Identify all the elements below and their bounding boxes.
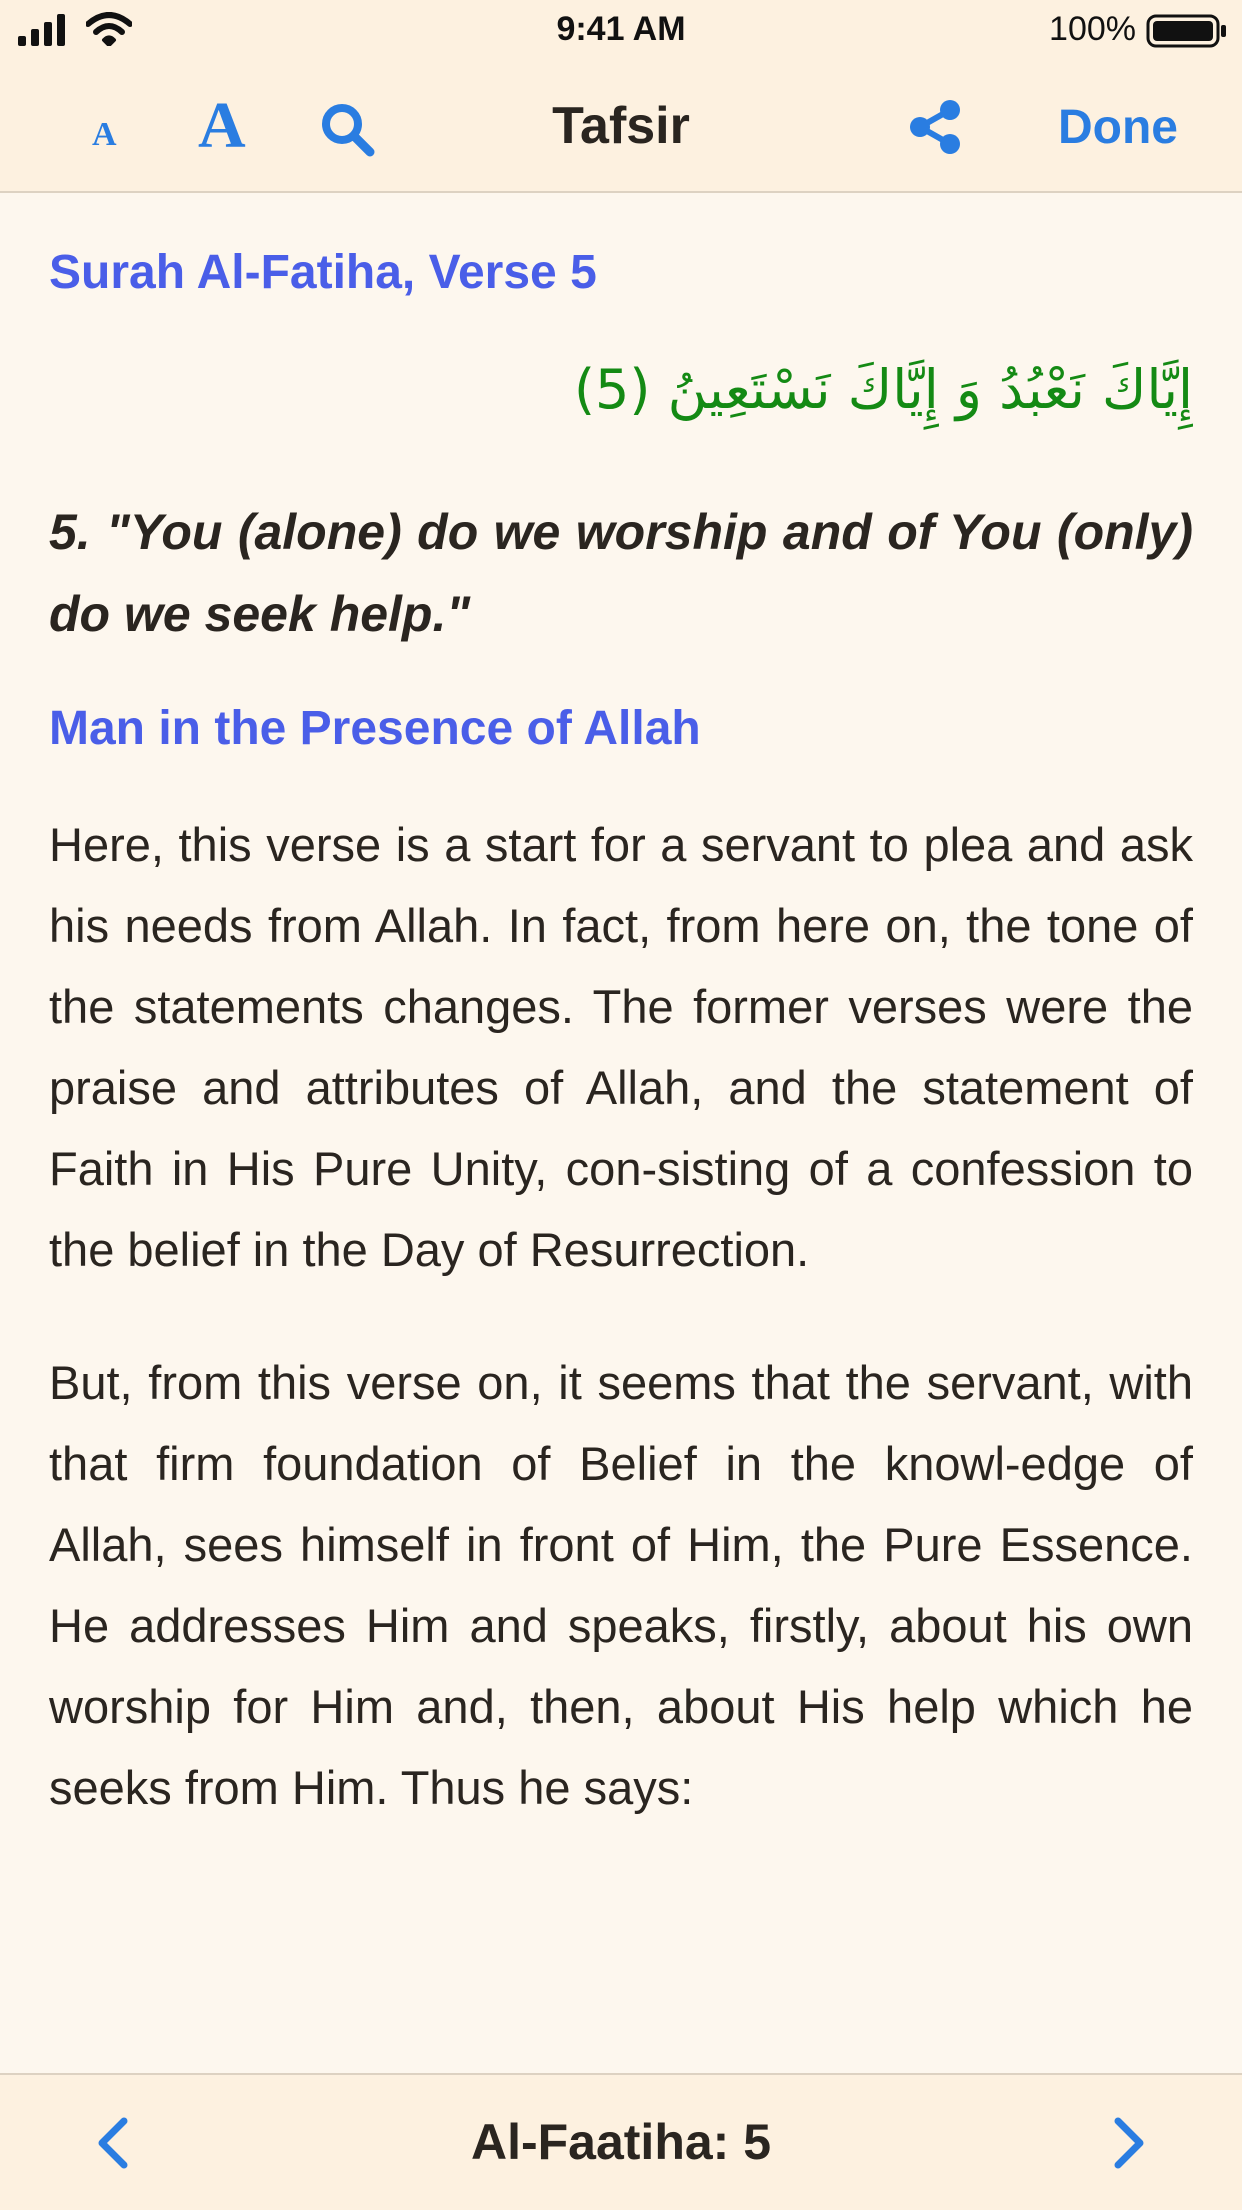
chevron-right-icon[interactable] [1106, 2115, 1152, 2171]
status-time: 9:41 AM [556, 10, 686, 48]
status-bar [0, 0, 1242, 60]
section-heading: Man in the Presence of Allah [49, 702, 701, 755]
share-icon[interactable] [906, 98, 964, 156]
verse-reference: Surah Al-Fatiha, Verse 5 [49, 246, 597, 299]
increase-font-button[interactable]: A [198, 89, 246, 162]
decrease-font-button[interactable]: A [92, 116, 117, 153]
done-button[interactable]: Done [1058, 101, 1178, 154]
tafsir-content[interactable] [49, 193, 1193, 2073]
commentary-paragraph: Here, this verse is a start for a servant to plea and ask his needs from Allah. In fact, from here on, the tone of the statements changes. The former verses were the praise and attributes of Allah, and the statement of Faith in His Pure Unity, con-sisting of a confession to the belief in the Day of Resurrection. [49, 818, 1193, 1276]
page-title: Tafsir [552, 97, 690, 155]
verse-translation: 5. "You (alone) do we worship and of You (only) do we seek help." [49, 504, 1193, 642]
verse-position-label: Al-Faatiha: 5 [470, 2114, 772, 2170]
battery-percentage: 100% [1049, 10, 1136, 48]
arabic-verse: إِيَّاكَ نَعْبُدُ وَ إِيَّاكَ نَسْتَعِينُ (5) [573, 358, 1193, 421]
bottom-toolbar [0, 2073, 1242, 2210]
navigation-bar [0, 60, 1242, 193]
commentary-paragraph: But, from this verse on, it seems that the servant, with that firm foundation of Belief in the knowl-edge of Allah, sees himself in front of Him, the Pure Essence. He addresses Him and speaks, firstly, about his own worship for Him and, then, about His help which he seeks from Him. Thus he says: [49, 1356, 1193, 1814]
battery-icon [1146, 14, 1228, 48]
